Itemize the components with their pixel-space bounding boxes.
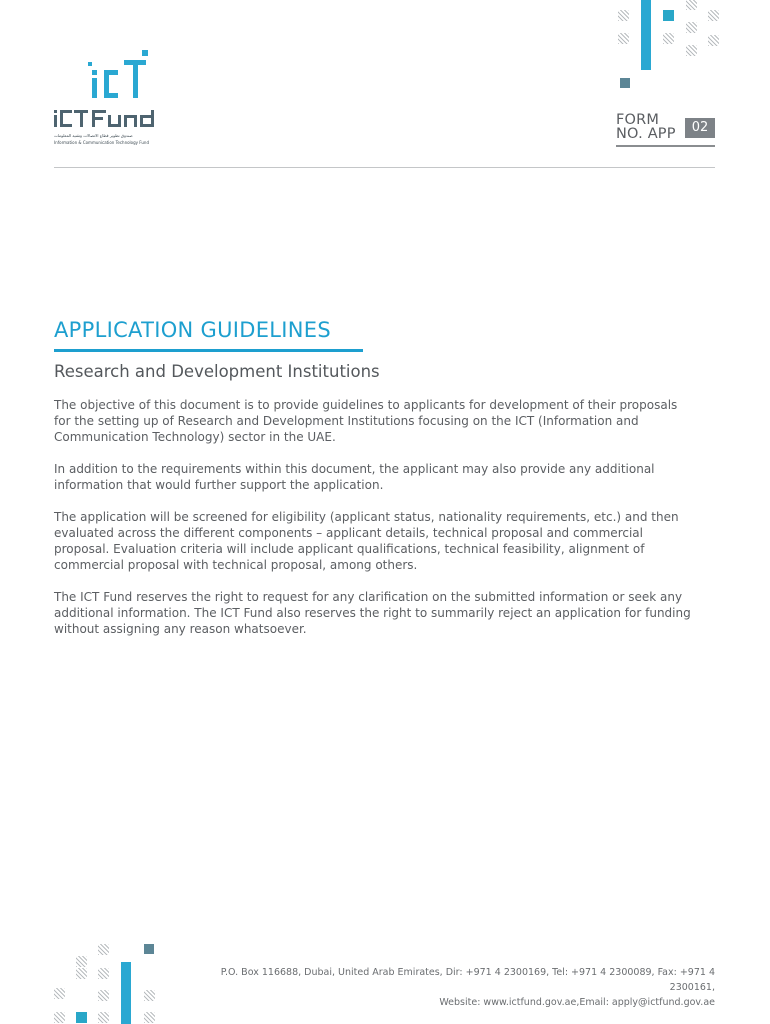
pattern-square: [686, 45, 697, 56]
paragraph: In addition to the requirements within this document, the applicant may also provide any additional information that would further support the application.: [54, 462, 655, 492]
header-divider: [54, 167, 715, 168]
pattern-square: [144, 944, 154, 954]
page-subtitle: Research and Development Institutions: [54, 362, 380, 381]
page-title: APPLICATION GUIDELINES: [54, 318, 331, 342]
pattern-bar: [641, 0, 651, 70]
paragraph: The application will be screened for eligibility (applicant status, nationality requirements, etc.) and then evaluated across the different components – applicant details, technical proposal and commercial proposal. Evaluation criteria will include applicant qualifications, technical feasibility, alignment of commercial proposal with technical proposal, among others.: [54, 510, 679, 572]
pattern-square: [76, 1012, 87, 1023]
body-text: [54, 397, 694, 653]
pattern-square: [144, 990, 155, 1001]
pattern-square: [686, 22, 697, 33]
paragraph: The ICT Fund reserves the right to request for any clarification on the submitted information or seek any additional information. The ICT Fund also reserves the right to summarily reject an application for funding without assigning any reason whatsoever.: [54, 590, 691, 636]
pattern-square: [144, 1012, 155, 1023]
pattern-square: [98, 1012, 109, 1023]
pattern-square: [708, 35, 719, 46]
pattern-square: [76, 968, 87, 979]
form-label-line1: FORM: [616, 112, 660, 128]
pattern-square: [620, 78, 630, 88]
title-underline: [54, 349, 363, 352]
pattern-square: [98, 990, 109, 1001]
form-number-badge: 02: [685, 118, 715, 138]
form-label-line2: NO. APP: [616, 126, 676, 142]
form-label: [616, 113, 676, 141]
pattern-square: [76, 956, 87, 967]
footer-address: P.O. Box 116688, Dubai, United Arab Emirates, Dir: +971 4 2300169, Tel: +971 4 2300089, Fax: +971 4 2300161,: [220, 967, 715, 993]
footer-web: Website: www.ictfund.gov.ae,Email: apply@ictfund.gov.ae: [439, 997, 715, 1008]
paragraph: The objective of this document is to provide guidelines to applicants for development of their proposals for the setting up of Research and Development Institutions focusing on the ICT (Information and Communication Technology) sector in the UAE.: [54, 398, 678, 444]
pattern-square: [618, 10, 629, 21]
footer-contact: [200, 965, 715, 1010]
form-underline: [616, 145, 715, 147]
pattern-square: [54, 1012, 65, 1023]
pattern-bar: [121, 962, 131, 1024]
pattern-square: [54, 988, 65, 999]
logo-arabic-name: صندوق تطوير قطاع الاتصالات وتقنية المعلومات: [54, 133, 133, 138]
pattern-square: [98, 944, 109, 955]
pattern-square: [98, 968, 109, 979]
ict-fund-logo: [54, 48, 154, 150]
pattern-square: [686, 0, 697, 10]
ict-fund-wordmark-icon: [54, 48, 154, 130]
logo-english-name: Information & Communication Technology Fund: [54, 140, 149, 145]
pattern-square: [663, 10, 674, 21]
pattern-square: [663, 33, 674, 44]
pattern-square: [618, 33, 629, 44]
pattern-square: [708, 10, 719, 21]
